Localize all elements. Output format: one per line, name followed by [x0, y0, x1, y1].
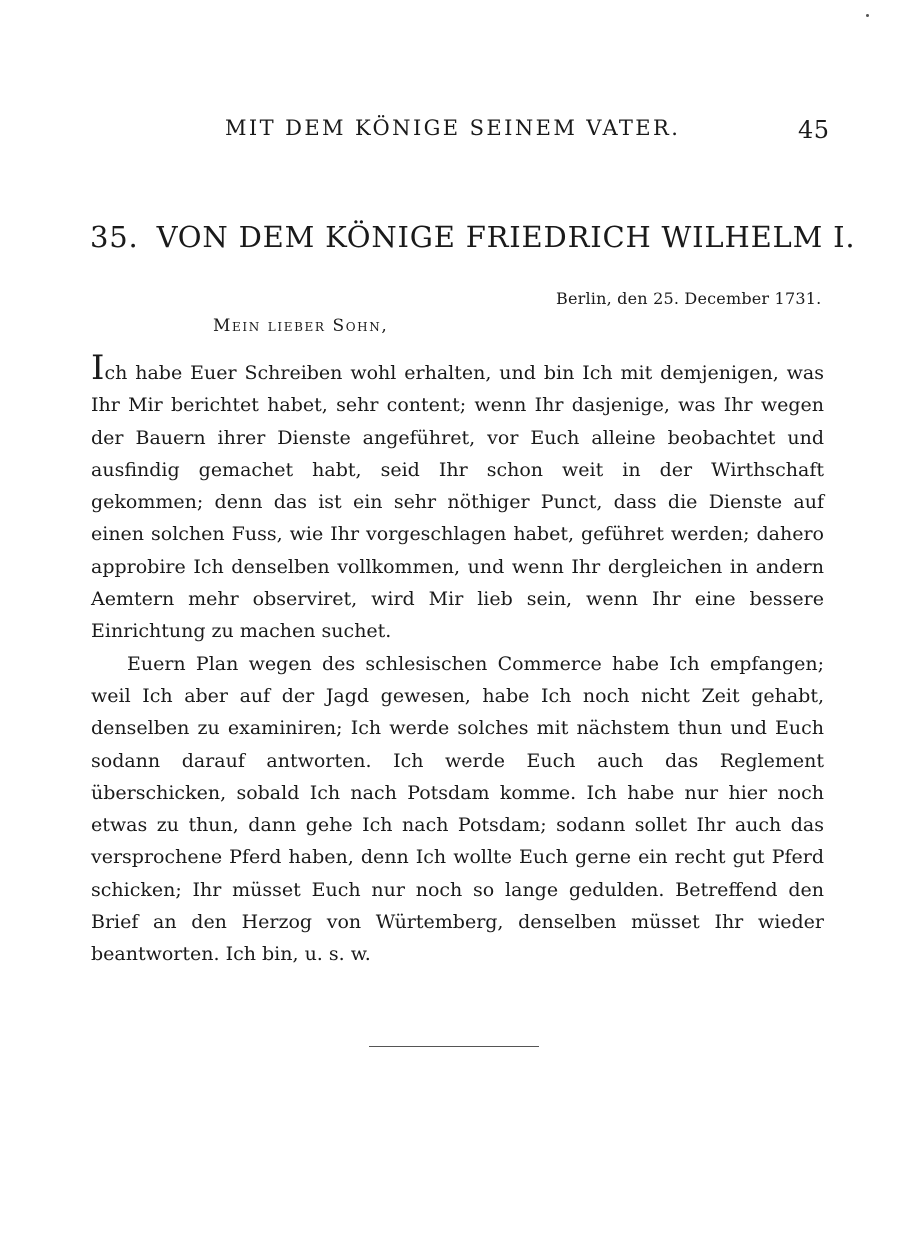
letter-heading [90, 220, 856, 254]
paragraph: Euern Plan wegen des schlesischen Commerce habe Ich empfangen; weil Ich aber auf der Jagd gewesen, habe Ich noch nicht Zeit gehabt, denselben zu examiniren; Ich werde solches mit nächstem thun und Euch sodann darauf antworten. Ich werde Euch auch das Reglement überschicken, sobald Ich nach Potsdam komme. Ich habe nur hier noch etwas zu thun, dann gehe Ich nach Potsdam; sodann sollet Ihr auch das versprochene Pferd haben, denn Ich wollte Euch gerne ein recht gut Pferd schicken; Ihr müsset Euch nur noch so lange gedulden. Betreffend den Brief an den Herzog von Würtemberg, denselben müsset Ihr wieder beantworten. Ich bin, u. s. w. [91, 652, 824, 966]
letter-title: VON DEM KÖNIGE FRIEDRICH WILHELM I. [156, 220, 856, 254]
paragraph: Ich habe Euer Schreiben wohl erhalten, und bin Ich mit demjenigen, was Ihr Mir berichtet habet, sehr content; wenn Ihr dasjenige, was Ihr wegen der Bauern ihrer Dienste angeführet, vor Euch alleine beobachtet und ausfindig gemachet habt, seid Ihr schon weit in der Wirthschaft gekommen; denn das ist ein sehr nöthiger Punct, dass die Dienste auf einen solchen Fuss, wie Ihr vorgeschlagen habet, geführet werden; dahero approbire Ich denselben vollkommen, und wenn Ihr dergleichen in andern Aemtern mehr observiret, wird Mir lieb sein, wenn Ihr eine bessere Einrichtung zu machen suchet. [91, 348, 824, 643]
running-head: MIT DEM KÖNIGE SEINEM VATER. [225, 116, 681, 140]
letter-number: 35. [90, 220, 139, 254]
salutation: Mein lieber Sohn, [213, 316, 389, 336]
letter-body [91, 348, 824, 971]
closing-rule [369, 1046, 539, 1047]
scan-speck [866, 14, 869, 17]
page-number: 45 [798, 116, 830, 144]
dateline: Berlin, den 25. December 1731. [556, 289, 822, 308]
